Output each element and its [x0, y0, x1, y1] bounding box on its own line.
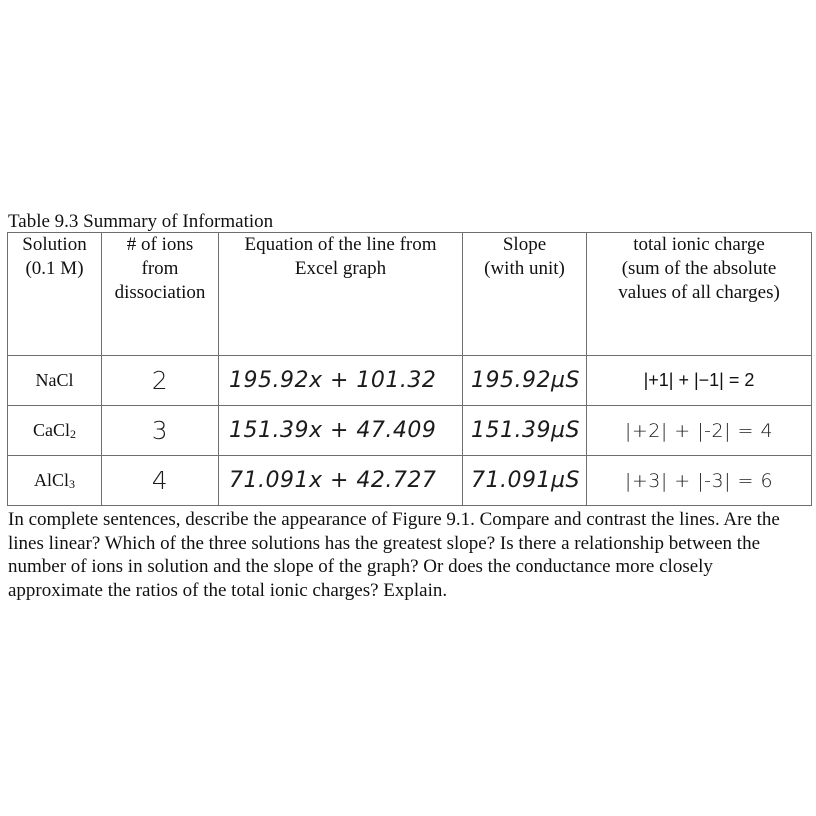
ions-value: 4: [151, 466, 169, 495]
header-slope: [463, 233, 587, 356]
solution-cell: [8, 456, 102, 506]
ions-value: 2: [151, 366, 169, 395]
charge-value: |+3| + |-3| = 6: [624, 469, 774, 492]
ions-cell: [102, 356, 219, 406]
slope-cell: [463, 356, 587, 406]
equation-cell: [219, 356, 463, 406]
slope-cell: [463, 406, 587, 456]
header-charge: [587, 233, 812, 356]
table-row: [8, 406, 812, 456]
table-row: [8, 456, 812, 506]
header-equation: [219, 233, 463, 356]
header-ions-line-2: from: [141, 258, 179, 279]
charge-cell: [587, 406, 812, 456]
header-equation-line-2: Excel graph: [294, 258, 387, 279]
header-slope-line-2: (with unit): [484, 258, 565, 279]
header-solution: [8, 233, 102, 356]
equation-value: 195.92x + 101.32: [229, 368, 437, 393]
charge-value: |+2| + |-2| = 4: [624, 419, 774, 442]
header-ions: [102, 233, 219, 356]
header-charge-line-3: values of all charges): [618, 282, 780, 303]
equation-cell: [219, 456, 463, 506]
solution-name: CaCl: [32, 419, 70, 440]
solution-subscript: 3: [69, 476, 75, 491]
equation-value: 151.39x + 47.409: [229, 418, 437, 443]
solution-name: NaCl: [35, 369, 74, 390]
header-solution-line-2: (0.1 M): [25, 258, 84, 279]
charge-cell: [587, 356, 812, 406]
charge-value: |+1| + |−1| = 2: [643, 370, 755, 390]
slope-value: 71.091µS: [471, 468, 580, 493]
header-charge-line-1: total ionic charge: [633, 234, 765, 255]
header-row: [8, 233, 812, 356]
summary-table: [7, 232, 812, 506]
header-solution-line-1: Solution: [22, 234, 87, 255]
ions-cell: [102, 406, 219, 456]
ions-cell: [102, 456, 219, 506]
slope-value: 151.39µS: [471, 418, 580, 443]
header-ions-line-1: # of ions: [126, 234, 194, 255]
solution-subscript: 2: [70, 426, 76, 441]
equation-value: 71.091x + 42.727: [229, 468, 437, 493]
header-equation-line-1: Equation of the line from: [244, 234, 437, 255]
solution-cell: [8, 356, 102, 406]
equation-cell: [219, 406, 463, 456]
slope-value: 195.92µS: [471, 368, 580, 393]
ions-value: 3: [151, 416, 169, 445]
question-text: In complete sentences, describe the appearance of Figure 9.1. Compare and contrast the lines. Are the lines linear? Which of the three solutions has the greatest slope? Is there a relationship between the number of ions in solution and the slope of the graph? Or does the conductance more closely approximate the ratios of the total ionic charges? Explain.: [8, 509, 780, 601]
table-row: [8, 356, 812, 406]
solution-cell: [8, 406, 102, 456]
table-caption: Table 9.3 Summary of Information: [8, 211, 274, 232]
header-ions-line-3: dissociation: [114, 282, 206, 303]
charge-cell: [587, 456, 812, 506]
header-charge-line-2: (sum of the absolute: [621, 258, 777, 279]
slope-cell: [463, 456, 587, 506]
solution-name: AlCl: [33, 469, 69, 490]
header-slope-line-1: Slope: [502, 234, 547, 255]
